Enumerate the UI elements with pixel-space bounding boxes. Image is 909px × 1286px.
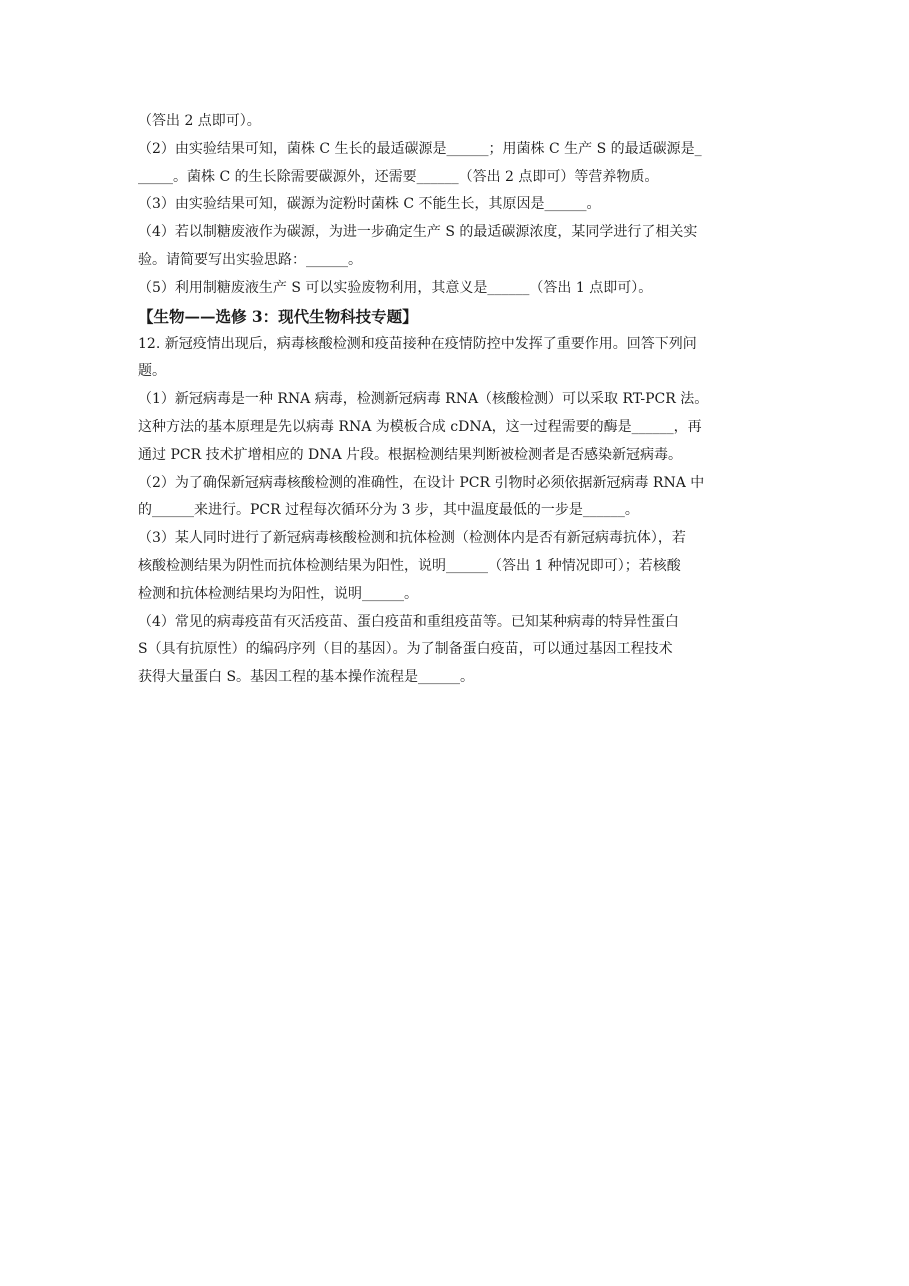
q11-part1-tail: （答出 2 点即可）。 [138,113,261,129]
section-heading: 【生物——选修 3：现代生物科技专题】 [138,306,418,326]
q11-part4-line1: （4）若以制糖废液作为碳源，为进一步确定生产 S 的最适碳源浓度，某同学进行了相关实 [138,224,698,241]
q12-part2-line2: 的______来进行。PCR 过程每次循环分为 3 步，其中温度最低的一步是______。 [138,502,639,519]
q12-part1-line2: 这种方法的基本原理是先以病毒 RNA 为模板合成 cDNA，这一过程需要的酶是______，再 [138,418,702,435]
q12-part1-line3: 通过 PCR 技术扩增相应的 DNA 片段。根据检测结果判断被检测者是否感染新冠病毒。 [138,446,683,463]
q12-part4-line3: 获得大量蛋白 S。基因工程的基本操作流程是______。 [138,669,475,686]
document-page [138,108,778,692]
q11-part2-line2: _____。菌株 C 的生长除需要碳源外，还需要______（答出 2 点即可）等营养物质。 [138,168,659,185]
q12-part3-line1: （3）某人同时进行了新冠病毒核酸检测和抗体检测（检测体内是否有新冠病毒抗体），若 [138,530,686,547]
q12-stem-line2: 题。 [138,363,166,380]
q12-part3-line3: 检测和抗体检测结果均为阳性，说明______。 [138,585,418,602]
q11-part2-line1: （2）由实验结果可知，菌株 C 生长的最适碳源是______；用菌株 C 生产 S 的最适碳源是_ [138,140,702,157]
q11-part3: （3）由实验结果可知，碳源为淀粉时菌株 C 不能生长，其原因是______。 [138,196,601,213]
q12-part2-line1: （2）为了确保新冠病毒核酸检测的准确性，在设计 PCR 引物时必须依据新冠病毒 RNA 中 [138,474,705,491]
q12-stem-line1: 12. 新冠疫情出现后，病毒核酸检测和疫苗接种在疫情防控中发挥了重要作用。回答下列问 [138,335,697,352]
q11-part5: （5）利用制糖废液生产 S 可以实验废物利用，其意义是______（答出 1 点即可）。 [138,279,653,296]
q12-part4-line2: S（具有抗原性）的编码序列（目的基因）。为了制备蛋白疫苗，可以通过基因工程技术 [138,641,673,658]
q12-part1-line1: （1）新冠病毒是一种 RNA 病毒，检测新冠病毒 RNA（核酸检测）可以采取 RT-PCR 法。 [138,391,709,408]
q12-part3-line2: 核酸检测结果为阴性而抗体检测结果为阳性，说明______（答出 1 种情况即可）；若核酸 [138,557,681,574]
q11-part4-line2: 验。请简要写出实验思路：______。 [138,251,362,268]
q12-part4-line1: （4）常见的病毒疫苗有灭活疫苗、蛋白疫苗和重组疫苗等。已知某种病毒的特异性蛋白 [138,613,679,630]
